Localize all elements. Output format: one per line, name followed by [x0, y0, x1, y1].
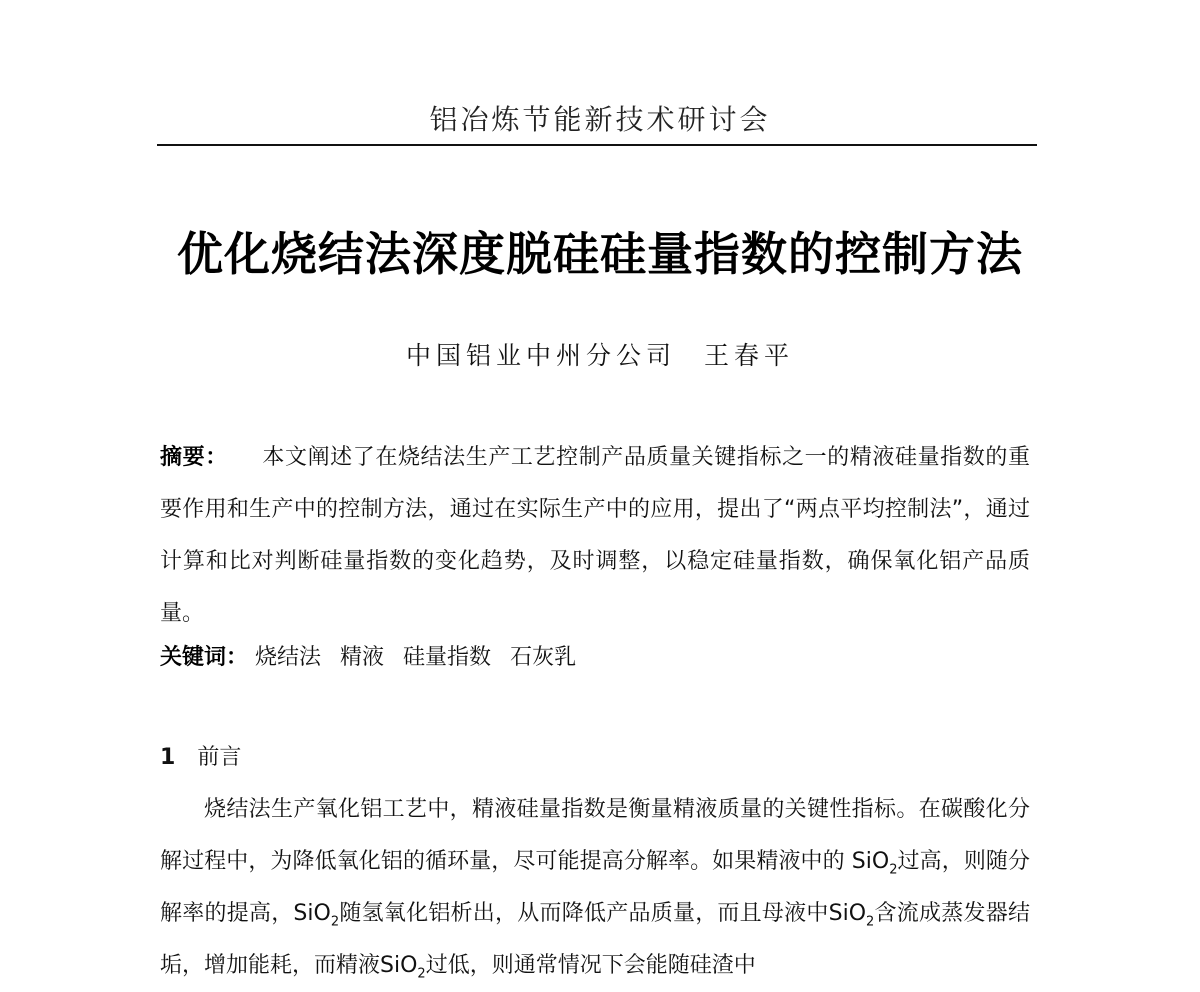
- subscript: 2: [889, 862, 898, 878]
- affiliation: 中国铝业中州分公司: [405, 341, 676, 370]
- section-number: 1: [160, 745, 176, 770]
- keywords: [160, 636, 1030, 680]
- paragraph-text: 过低，则通常情况下会能随硅渣中: [425, 953, 756, 978]
- keyword: 硅量指数: [403, 645, 492, 670]
- paragraph-text: 过高，则随分解率的提高，SiO: [160, 849, 1030, 926]
- subscript: 2: [330, 914, 340, 930]
- section-heading: [160, 738, 241, 778]
- author-name: 王春平: [704, 341, 795, 370]
- paper-title: 优化烧结法深度脱硅硅量指数的控制方法: [177, 227, 1023, 281]
- subscript: 2: [866, 914, 875, 930]
- keyword: 石灰乳: [510, 645, 577, 670]
- keyword: 烧结法: [255, 645, 322, 670]
- body-paragraph: [160, 784, 1030, 992]
- author-line: [0, 338, 1200, 374]
- header-rule: [157, 144, 1037, 146]
- keyword: 精液: [340, 645, 385, 670]
- keywords-label: 关键词：: [160, 645, 249, 670]
- abstract-text: 本文阐述了在烧结法生产工艺控制产品质量关键指标之一的精液硅量指数的重要作用和生产中的控制方法，通过在实际生产中的应用，提出了“两点平均控制法”，通过计算和比对判断硅量指数的变化趋势，及时调整，以稳定硅量指数，确保氧化铝产品质量。: [160, 445, 1030, 626]
- paragraph-text: 烧结法生产氧化铝工艺中，精液硅量指数是衡量精液质量的关键性指标。在碳酸化分解过程中，为降低氧化铝的循环量，尽可能提高分解率。如果精液中的 SiO: [160, 797, 1030, 874]
- section-title: 前言: [197, 745, 242, 770]
- abstract-label: 摘要：: [160, 445, 228, 470]
- abstract: [160, 432, 1030, 640]
- subscript: 2: [417, 966, 426, 982]
- paragraph-text: 含流成蒸发器结垢，增加能耗，而精液SiO: [160, 901, 1030, 978]
- running-header: 铝冶炼节能新技术研讨会: [429, 103, 771, 136]
- paragraph-text: 随氢氧化铝析出，从而降低产品质量，而且母液中SiO: [339, 901, 867, 926]
